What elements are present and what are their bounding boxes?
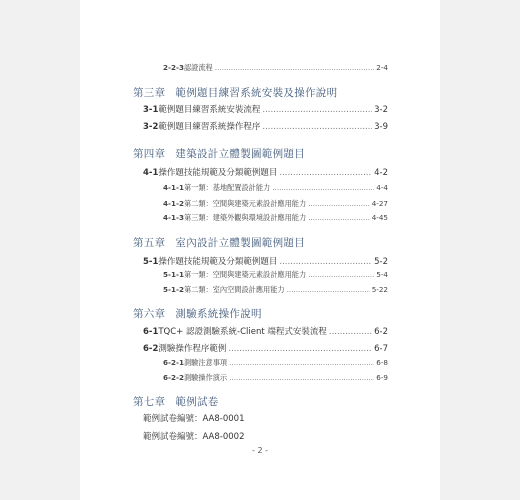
entry-number: 6-2-1 bbox=[163, 358, 184, 367]
entry-number: 6-2 bbox=[143, 344, 159, 354]
entry-page: 3-9 bbox=[374, 122, 388, 132]
entry-title: 第二類：室內空間設計應用能力 bbox=[183, 285, 285, 294]
chapter-heading[interactable] bbox=[133, 394, 219, 409]
toc-entry[interactable] bbox=[143, 103, 388, 115]
leader-dots bbox=[308, 213, 370, 222]
entry-number: 3-1 bbox=[143, 105, 159, 115]
entry-page: 6-2 bbox=[374, 327, 388, 337]
entry-title: 範例題目練習系統操作程序 bbox=[158, 122, 261, 132]
entry-number: 2-2-3 bbox=[163, 63, 184, 72]
entry-number: 6-1 bbox=[143, 327, 159, 337]
leader-dots bbox=[279, 257, 372, 267]
chapter-heading[interactable] bbox=[133, 306, 262, 321]
sample-exam-entry[interactable]: 範例試卷編號：AA8-0002 bbox=[143, 432, 245, 442]
entry-title: TQC+ 認證測驗系統-Client 端程式安裝流程 bbox=[158, 327, 327, 337]
entry-title: 測驗操作程序範例 bbox=[158, 344, 227, 354]
entry-title: 第一類：基地配置設計能力 bbox=[183, 183, 271, 192]
entry-page: 4-4 bbox=[376, 183, 388, 192]
entry-page: 6-8 bbox=[376, 358, 388, 367]
sample-exam-entry[interactable]: 範例試卷編號：AA8-0001 bbox=[143, 414, 245, 424]
toc-entry[interactable] bbox=[143, 325, 388, 337]
chapter-title: 測驗系統操作說明 bbox=[175, 308, 262, 320]
entry-number: 5-1-1 bbox=[163, 270, 184, 279]
entry-number: 4-1-2 bbox=[163, 199, 184, 208]
leader-dots bbox=[229, 358, 374, 367]
entry-page: 4-27 bbox=[371, 199, 388, 208]
page-number: - 2 - bbox=[252, 446, 268, 455]
entry-title: 測驗操作演示 bbox=[183, 373, 228, 382]
entry-page: 5-22 bbox=[371, 285, 388, 294]
entry-number: 4-1-1 bbox=[163, 183, 184, 192]
toc-entry[interactable] bbox=[163, 373, 388, 383]
entry-number: 4-1 bbox=[143, 168, 159, 178]
entry-title: 第二類：空間與建築元素設計應用能力 bbox=[183, 199, 307, 208]
chapter-number: 第七章 bbox=[133, 396, 166, 408]
entry-title: 範例題目練習系統安裝流程 bbox=[158, 105, 261, 115]
toc-entry[interactable] bbox=[163, 199, 388, 209]
toc-entry[interactable] bbox=[163, 270, 388, 280]
toc-entry[interactable] bbox=[163, 285, 388, 295]
entry-page: 4-45 bbox=[371, 213, 388, 222]
chapter-title: 室內設計立體製圖範例題目 bbox=[175, 237, 306, 249]
leader-dots bbox=[262, 105, 372, 115]
entry-title: 操作題技能規範及分類範例題目 bbox=[158, 257, 278, 267]
chapter-title: 建築設計立體製圖範例題目 bbox=[175, 148, 306, 160]
entry-number: 5-1-2 bbox=[163, 285, 184, 294]
toc-entry[interactable] bbox=[143, 166, 388, 178]
leader-dots bbox=[228, 344, 372, 354]
entry-title: 操作題技能規範及分類範例題目 bbox=[158, 168, 278, 178]
leader-dots bbox=[215, 63, 375, 72]
document-page bbox=[80, 0, 440, 500]
entry-title: 第一類：空間與建築元素設計應用能力 bbox=[183, 270, 307, 279]
entry-page: 6-9 bbox=[376, 373, 388, 382]
entry-title: 認證流程 bbox=[183, 63, 213, 72]
chapter-heading[interactable] bbox=[133, 235, 305, 250]
leader-dots bbox=[308, 199, 370, 208]
leader-dots bbox=[329, 327, 372, 337]
toc-entry[interactable] bbox=[143, 255, 388, 267]
chapter-heading[interactable] bbox=[133, 146, 305, 161]
leader-dots bbox=[279, 168, 372, 178]
toc-entry[interactable] bbox=[163, 358, 388, 368]
toc-entry[interactable] bbox=[143, 120, 388, 132]
toc-entry[interactable] bbox=[163, 63, 388, 73]
chapter-number: 第五章 bbox=[133, 237, 166, 249]
entry-number: 6-2-2 bbox=[163, 373, 184, 382]
leader-dots bbox=[272, 183, 374, 192]
toc-entry[interactable] bbox=[163, 183, 388, 193]
entry-title: 測驗注意事項 bbox=[183, 358, 228, 367]
toc-entry[interactable] bbox=[143, 342, 388, 354]
leader-dots bbox=[229, 373, 374, 382]
chapter-number: 第三章 bbox=[133, 87, 166, 99]
entry-page: 5-2 bbox=[374, 257, 388, 267]
leader-dots bbox=[287, 285, 370, 294]
leader-dots bbox=[262, 122, 372, 132]
entry-page: 4-2 bbox=[374, 168, 388, 178]
entry-title: 第三類：建築外觀與環境設計應用能力 bbox=[183, 213, 307, 222]
chapter-title: 範例題目練習系統安裝及操作說明 bbox=[175, 87, 338, 99]
chapter-title: 範例試卷 bbox=[175, 396, 219, 408]
toc-entry[interactable] bbox=[163, 213, 388, 223]
chapter-number: 第六章 bbox=[133, 308, 166, 320]
entry-page: 5-4 bbox=[376, 270, 388, 279]
entry-page: 6-7 bbox=[374, 344, 388, 354]
entry-page: 2-4 bbox=[376, 63, 388, 72]
chapter-number: 第四章 bbox=[133, 148, 166, 160]
entry-page: 3-2 bbox=[374, 105, 388, 115]
leader-dots bbox=[308, 270, 374, 279]
entry-number: 4-1-3 bbox=[163, 213, 184, 222]
entry-number: 5-1 bbox=[143, 257, 159, 267]
chapter-heading[interactable] bbox=[133, 85, 337, 100]
entry-number: 3-2 bbox=[143, 122, 159, 132]
